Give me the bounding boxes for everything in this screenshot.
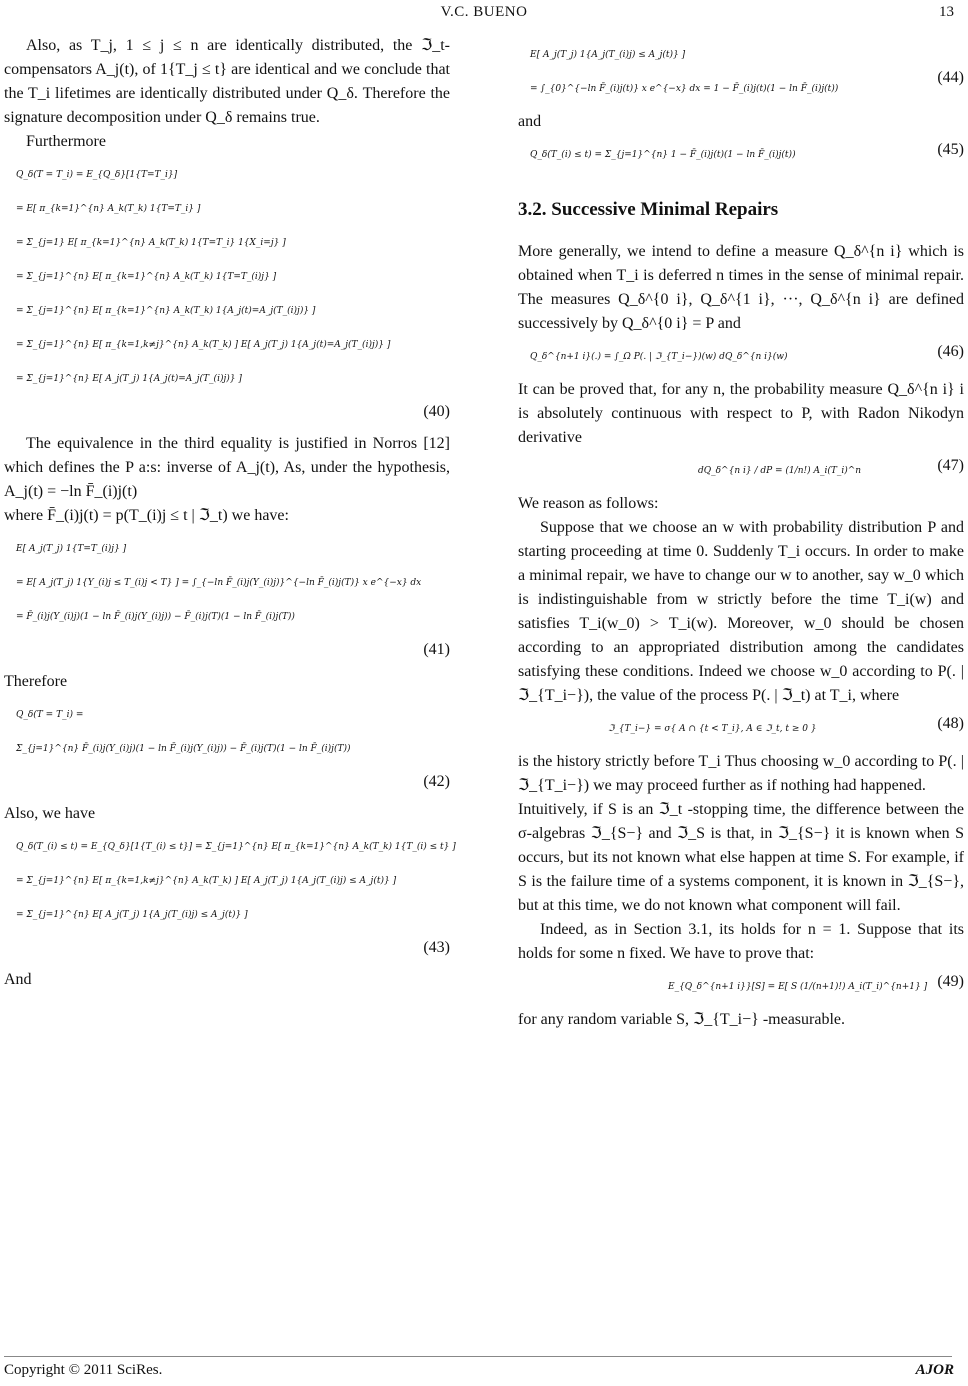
paragraph-identical-distribution: Also, as T_j, 1 ≤ j ≤ n are identically distributed, the ℑ_t-compensators A_j(t), of 1{T_j ≤ t} are identical and we conclude that the T_i lifetimes are identically distributed under Q_δ. Therefore the signature decomposition under Q_δ remains true.: [4, 37, 450, 126]
paragraph-radon-nikodym: It can be proved that, for any n, the probability measure Q_δ^{n i} i is absolutely continuous with respect to P, with Radon Nikodyn derivative: [518, 381, 964, 446]
paragraph-also-we-have: Also, we have: [4, 805, 96, 822]
equation-46: [518, 340, 964, 374]
equation-line: = E[ π_{k=1}^{n} A_k(T_k) 1{T=T_i} ]: [16, 204, 201, 214]
equation-42-number: (42): [423, 773, 450, 790]
equation-49: [518, 970, 964, 1004]
equation-41-number: (41): [423, 641, 450, 658]
equation-49-number: (49): [937, 973, 964, 990]
equation-43-lines: [4, 830, 456, 932]
equation-45-line: Q_δ(T_(i) ≤ t) = Σ_{j=1}^{n} 1 − F̄_(i)j(t)(1 − ln F̄_(i)j(t)): [530, 150, 796, 160]
paragraph-and: And: [4, 971, 32, 988]
equation-46-number: (46): [937, 343, 964, 360]
equation-44: [518, 38, 964, 106]
equation-40-lines: [4, 158, 450, 396]
equation-line: = Σ_{j=1}^{n} E[ π_{k=1}^{n} A_k(T_k) 1{T=T_(i)j} ]: [16, 272, 277, 282]
paragraph-minimal-repair: Suppose that we choose an w with probability distribution P and starting proceeding at time 0. Suddenly T_i occurs. In order to make a minimal repair, we have to change our w to another, say w_0 which is indistinguishable from w strictly before the time T_i(w) and satisfies T_i(w_0) > T_i(w). Moreover, w_0 should be chosen according to an appropriated distribution among the candidates satisfying these conditions. Indeed we choose w_0 according to P(. | ℑ_{T_i−}), the value of the process P(. | ℑ_t) at T_i, where: [518, 519, 964, 704]
page-number: 13: [939, 4, 954, 20]
equation-42-lines: [4, 698, 450, 766]
equation-40: [4, 158, 450, 424]
equation-48: [518, 712, 964, 746]
equation-47-number: (47): [937, 457, 964, 474]
equation-line: Σ_{j=1}^{n} F̄_(i)j(Y_(i)j)(1 − ln F̄_(i)j(Y_(i)j)) − F̄_(i)j(T)(1 − ln F̄_(i)j(T)): [16, 744, 351, 754]
paragraph-norros: The equivalence in the third equality is justified in Norros [12] which defines the P a:s: inverse of A_j(t), As, under the hypothesis, A_j(t) = −ln F̄_(i)j(t): [4, 435, 450, 500]
section-heading: 3.2. Successive Minimal Repairs: [518, 199, 779, 220]
equation-line: Q_δ(T = T_i) =: [16, 710, 84, 720]
equation-line: = Σ_{j=1}^{n} E[ π_{k=1,k≠j}^{n} A_k(T_k) ] E[ A_j(T_j) 1{A_j(T_(i)j) ≤ A_j(t)} ]: [16, 876, 397, 886]
equation-41: [4, 532, 450, 662]
equation-47-line: dQ_δ^{n i} / dP = (1/n!) A_i(T_i)^n: [698, 466, 862, 476]
paragraph-induction: Indeed, as in Section 3.1, its holds for n = 1. Suppose that its holds for some n fixed. We have to prove that:: [518, 921, 964, 962]
equation-42: [4, 698, 450, 794]
equation-line: E[ A_j(T_j) 1{T=T_(i)j} ]: [16, 544, 127, 554]
paragraph-furthermore: Furthermore: [26, 133, 106, 150]
paragraph-reason: We reason as follows:: [518, 495, 659, 512]
paragraph-history: is the history strictly before T_i Thus choosing w_0 according to P(. | ℑ_{T_i−}) we may proceed further as if nothing had happened.: [518, 753, 964, 794]
left-column: [4, 34, 456, 992]
equation-line: = Σ_{j=1}^{n} E[ A_j(T_j) 1{A_j(T_(i)j) ≤ A_j(t)} ]: [16, 910, 248, 920]
equation-40-number: (40): [423, 403, 450, 420]
journal-name: AJOR: [915, 1362, 954, 1378]
footer-rule: [4, 1356, 952, 1357]
equation-line: Q_δ(T = T_i) = E_{Q_δ}[1{T=T_i}]: [16, 170, 178, 180]
equation-line: = Σ_{j=1} E[ π_{k=1}^{n} A_k(T_k) 1{T=T_i} 1{X_i=j} ]: [16, 238, 286, 248]
equation-line: = ∫_{0}^{−ln F̄_(i)j(t)} x e^{−x} dx = 1 − F̄_(i)j(t)(1 − ln F̄_(i)j(t)): [530, 84, 839, 94]
equation-41-lines: [4, 532, 450, 634]
equation-43-number: (43): [423, 939, 450, 956]
paragraph-intuitively: Intuitively, if S is an ℑ_t -stopping time, the difference between the σ-algebras ℑ_{S−} and ℑ_S is that, in ℑ_{S−} it is known when S occurs, but its not known what else happen at time S. For example, if S is the failure time of a systems component, it is known in ℑ_{S−}, but at this time, we do not known what component will fail.: [518, 801, 964, 914]
equation-line: = E[ A_j(T_j) 1{Y_(i)j ≤ T_(i)j < T} ] = ∫_{−ln F̄_(i)j(Y_(i)j)}^{−ln F̄_(i)j(T)} x e^{−x} dx: [16, 578, 422, 588]
equation-46-line: Q_δ^{n+1 i}(.) = ∫_Ω P(. | ℑ_{T_i−})(w) dQ_δ^{n i}(w): [530, 352, 788, 362]
paragraph-therefore: Therefore: [4, 673, 68, 690]
equation-line: Q_δ(T_(i) ≤ t) = E_{Q_δ}[1{T_(i) ≤ t}] = Σ_{j=1}^{n} E[ π_{k=1}^{n} A_k(T_k) 1{T_(i) ≤ t} ]: [16, 842, 456, 852]
equation-45-number: (45): [937, 141, 964, 158]
equation-line: = F̄_(i)j(Y_(i)j)(1 − ln F̄_(i)j(Y_(i)j)) − F̄_(i)j(T)(1 − ln F̄_(i)j(T)): [16, 612, 295, 622]
equation-line: = Σ_{j=1}^{n} E[ π_{k=1,k≠j}^{n} A_k(T_k) ] E[ A_j(T_j) 1{A_j(t)=A_j(T_(i)j)} ]: [16, 340, 391, 350]
equation-49-line: E_{Q_δ^{n+1 i}}[S] = E[ S (1/(n+1)!) A_i(T_i)^{n+1} ]: [668, 982, 928, 992]
equation-line: E[ A_j(T_j) 1{A_j(T_(i)j) ≤ A_j(t)} ]: [530, 50, 686, 60]
copyright-notice: Copyright © 2011 SciRes.: [4, 1362, 163, 1378]
paragraph-random-variable: for any random variable S, ℑ_{T_i−} -measurable.: [518, 1011, 845, 1028]
running-title: V.C. BUENO: [440, 4, 528, 20]
equation-line: = Σ_{j=1}^{n} E[ A_j(T_j) 1{A_j(t)=A_j(T_(i)j)} ]: [16, 374, 242, 384]
equation-48-line: ℑ_{T_i−} = σ{ A ∩ {t < T_i}, A ∈ ℑ_t, t ≥ 0 }: [608, 724, 817, 734]
equation-44-number: (44): [937, 69, 964, 86]
equation-44-lines: [518, 38, 964, 106]
page-header: [0, 4, 968, 26]
paragraph-measure-definition: More generally, we intend to define a measure Q_δ^{n i} which is obtained when T_i is deferred n times in the sense of minimal repair. The measures Q_δ^{0 i}, Q_δ^{1 i}, ···, Q_δ^{n i} are defined successively by Q_δ^{0 i} = P and: [518, 243, 964, 332]
right-column: [518, 34, 964, 1032]
paragraph-and-2: and: [518, 113, 542, 130]
page-footer: [0, 1362, 968, 1384]
equation-line: = Σ_{j=1}^{n} E[ π_{k=1}^{n} A_k(T_k) 1{A_j(t)=A_j(T_(i)j)} ]: [16, 306, 316, 316]
equation-48-number: (48): [937, 715, 964, 732]
equation-43: [4, 830, 456, 960]
equation-47: [518, 454, 964, 488]
paragraph-where: where F̄_(i)j(t) = p(T_(i)j ≤ t | ℑ_t) we have:: [4, 507, 289, 524]
equation-45: [518, 138, 964, 172]
